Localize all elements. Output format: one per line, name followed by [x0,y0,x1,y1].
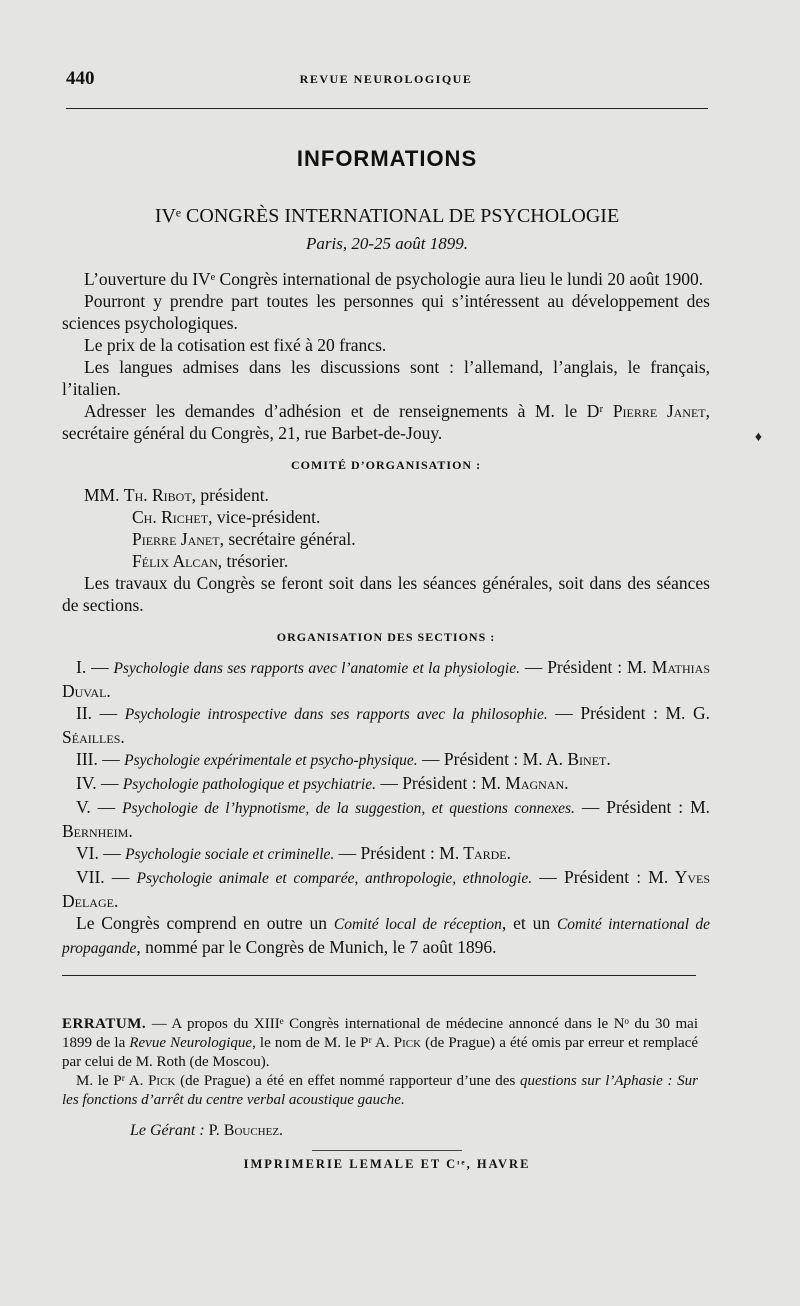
printer-line: IMPRIMERIE LEMALE ET Cᶦᵉ, HAVRE [243,1157,531,1171]
member-row [84,550,710,572]
section-topic: Psychologie de l’hypnotisme, de la suggestion, et questions connexes. [122,800,575,817]
section-number: I. — [76,657,109,677]
members-prefix: MM. [84,485,120,505]
text: (de Prague) a été en effet nommé rapporteur d’une des [180,1073,516,1089]
section-president: M. Tarde. [439,843,512,863]
member-row [84,528,710,550]
person-name: Pick [393,1035,422,1051]
section-number: II. — [76,703,118,723]
member-name: Th. Ribot [123,485,192,505]
member-name: Ch. Richet [132,507,209,527]
section-topic: Psychologie expérimentale et psycho-physique. [124,752,418,769]
text: , le nom de M. le Pʳ A. [252,1035,390,1051]
gerant-name: P. Bouchez. [208,1122,284,1139]
person-name: Pick [148,1073,176,1089]
paragraph: Les travaux du Congrès se feront soit dans les séances générales, soit dans des séances de sections. [62,573,710,615]
paragraph: Les langues admises dans les discussions sont : l’allemand, l’anglais, le français, l’italien. [62,357,710,399]
member-row [84,506,710,528]
erratum-paragraph [62,1072,698,1110]
text-italic: Comité local de réception [333,916,502,933]
section-topic: Psychologie sociale et criminelle. [125,846,335,863]
president-label: — Président : [539,867,642,887]
text: , nommé par le Congrès de Munich, le 7 août 1896. [136,937,497,957]
president-label: — Président : [555,703,658,723]
section-number: III. — [76,749,120,769]
text: , et un [501,913,551,933]
section-president: M. Bernheim. [62,797,710,841]
gerant-label: Le Gérant : [130,1122,205,1139]
paragraph: Le prix de la cotisation est fixé à 20 francs. [84,335,387,355]
text-italic: Comité international de propagande [62,916,711,957]
member-row [84,484,710,506]
sections-heading: ORGANISATION DES SECTIONS : [276,630,496,644]
congress-title: IVᵉ CONGRÈS INTERNATIONAL DE PSYCHOLOGIE [154,205,620,227]
section-item [62,702,710,748]
page-header [66,68,706,98]
section-title: INFORMATIONS [296,146,478,171]
section-number: VII. — [76,867,130,887]
section-item [62,772,710,796]
section-president: M. Yves Delage. [62,867,711,911]
text: — A propos du XIIIᵉ Congrès international de médecine annoncé dans le Nᵒ du 30 mai 1899 de la [62,1016,699,1051]
section-topic: Psychologie dans ses rapports avec l’anatomie et la physiologie. [113,660,520,677]
section-rule [62,975,696,976]
president-label: — Président : [380,773,477,793]
section-item [62,656,710,702]
text: Le Congrès comprend en outre un [76,913,328,933]
person-name: Pierre Janet [612,401,706,421]
edge-mark: ♦ [754,430,762,445]
member-name: Félix Alcan [132,551,218,571]
section-topic: Psychologie introspective dans ses rapports avec la philosophie. [124,706,548,723]
text: M. le Pʳ A. [76,1073,144,1089]
section-number: IV. — [76,773,119,793]
page-number: 440 [66,68,95,89]
paragraph [62,912,710,960]
section-item [62,866,710,912]
section-item [62,796,710,842]
section-number: VI. — [76,843,121,863]
section-item [62,748,710,772]
article-body [62,268,710,960]
member-role: , secrétaire général. [219,529,356,549]
gerant-line [130,1122,283,1140]
header-rule [66,108,708,109]
president-label: — Président : [581,797,684,817]
section-item [62,842,710,866]
text: , secrétaire général du Congrès, 21, rue Barbet-de-Jouy. [62,401,711,443]
congress-subtitle: Paris, 20-25 août 1899. [306,234,468,253]
member-role: , trésorier. [217,551,289,571]
text: Adresser les demandes d’adhésion et de renseignements à M. le Dʳ [84,401,604,421]
section-topic: Psychologie pathologique et psychiatrie. [122,776,376,793]
president-label: — Président : [422,749,519,769]
paragraph: Pourront y prendre part toutes les personnes qui s’intéressent au développement des sciences psychologiques. [62,291,710,333]
section-president: M. A. Binet. [522,749,611,769]
section-president: M. G. Séailles. [62,703,711,747]
president-label: — Président : [338,843,435,863]
section-topic: Psychologie animale et comparée, anthropologie, ethnologie. [136,870,533,887]
member-role: , vice-président. [208,507,321,527]
comite-members [84,484,710,572]
section-number: V. — [76,797,116,817]
member-role: , président. [191,485,269,505]
closing-rule [312,1150,462,1151]
text-italic: questions sur l’Aphasie : Sur les fonctions d’arrêt du centre verbal acoustique gauche. [62,1073,698,1108]
sections-list [62,656,710,960]
erratum [62,1015,698,1110]
president-label: — Président : [524,657,623,677]
erratum-paragraph [62,1015,698,1072]
comite-heading: COMITÉ D’ORGANISATION : [290,458,482,472]
paragraph [62,400,710,444]
section-president: M. Mathias Duval. [62,657,710,701]
section-president: M. Magnan. [480,773,569,793]
paragraph: L’ouverture du IVᵉ Congrès international de psychologie aura lieu le lundi 20 août 1900. [84,269,704,289]
member-name: Pierre Janet [132,529,220,549]
text: (de Prague) a été omis par erreur et remplacé par celui de M. Roth (de Moscou). [62,1035,699,1070]
running-title: REVUE NEUROLOGIQUE [299,72,473,86]
journal-title: Revue Neurologique [129,1035,253,1051]
erratum-lead: ERRATUM. [62,1016,147,1032]
